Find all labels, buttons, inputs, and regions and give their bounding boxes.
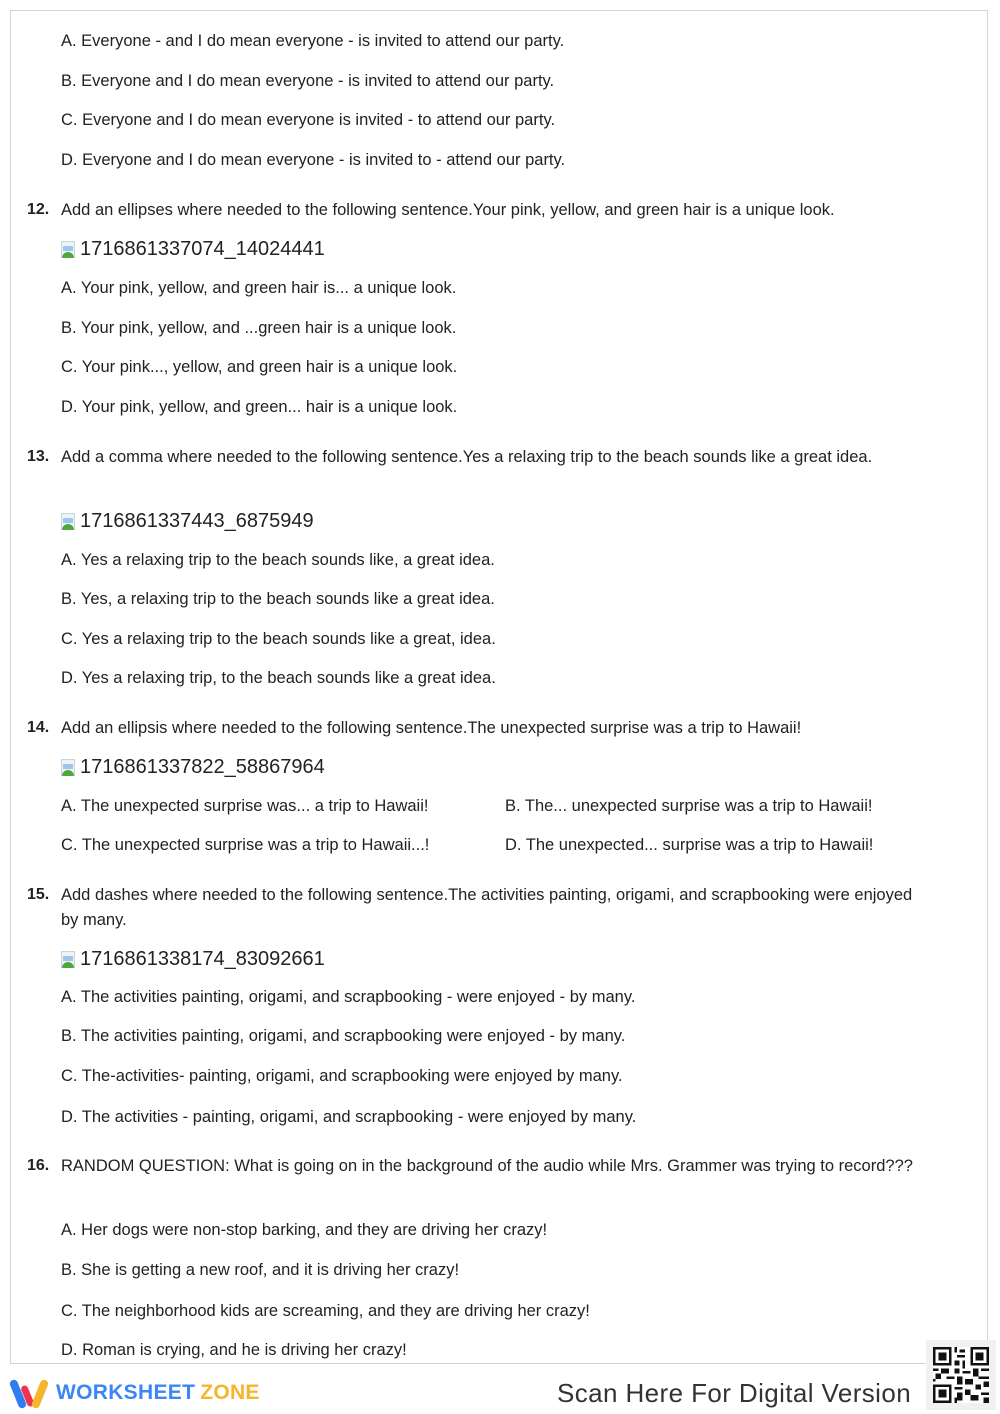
question-number: 13.: [27, 448, 50, 465]
broken-image-icon: [60, 240, 78, 260]
q11-option-a: A. Everyone - and I do mean everyone - is invited to attend our party.: [61, 32, 565, 50]
question-number: 14.: [27, 719, 50, 736]
image-alt-text: 1716861337074_14024441: [80, 238, 325, 260]
q14-option-b: B. The... unexpected surprise was a trip to Hawaii!: [505, 797, 873, 815]
q13-option-d: D. Yes a relaxing trip, to the beach sounds like a great idea.: [61, 669, 496, 687]
q13-option-b: B. Yes, a relaxing trip to the beach sounds like a great idea.: [61, 590, 495, 608]
q14-option-a: A. The unexpected surprise was... a trip to Hawaii!: [61, 797, 429, 815]
broken-image-icon: [60, 950, 78, 970]
q14-option-c: C. The unexpected surprise was a trip to Hawaii...!: [61, 836, 430, 854]
question-number: 15.: [27, 886, 50, 903]
q15-option-a: A. The activities painting, origami, and scrapbooking - were enjoyed - by many.: [61, 988, 636, 1006]
question-image-broken: [60, 510, 314, 533]
q12-option-d: D. Your pink, yellow, and green... hair is a unique look.: [61, 398, 458, 416]
q12-option-b: B. Your pink, yellow, and ...green hair is a unique look.: [61, 319, 457, 337]
q16-option-c: C. The neighborhood kids are screaming, and they are driving her crazy!: [61, 1302, 590, 1320]
question-image-broken: [60, 948, 325, 971]
broken-image-icon: [60, 512, 78, 532]
question-number: 12.: [27, 201, 50, 218]
q16-option-b: B. She is getting a new roof, and it is driving her crazy!: [61, 1261, 460, 1279]
broken-image-icon: [60, 758, 78, 778]
logo-word-zone: ZONE: [200, 1381, 260, 1404]
q12-option-a: A. Your pink, yellow, and green hair is... a unique look.: [61, 279, 457, 297]
question-image-broken: [60, 756, 325, 779]
q11-option-c: C. Everyone and I do mean everyone is invited - to attend our party.: [61, 111, 556, 129]
qr-code-graphic: [933, 1347, 989, 1403]
question-text: RANDOM QUESTION: What is going on in the background of the audio while Mrs. Grammer was trying to record???: [61, 1157, 913, 1175]
question-text: Add an ellipses where needed to the following sentence.Your pink, yellow, and green hair is a unique look.: [61, 201, 835, 219]
q13-option-a: A. Yes a relaxing trip to the beach sounds like, a great idea.: [61, 551, 495, 569]
question-text: Add an ellipsis where needed to the following sentence.The unexpected surprise was a trip to Hawaii!: [61, 719, 802, 737]
image-alt-text: 1716861338174_83092661: [80, 948, 325, 970]
q15-option-d: D. The activities - painting, origami, and scrapbooking - were enjoyed by many.: [61, 1108, 637, 1126]
q13-option-c: C. Yes a relaxing trip to the beach sounds like a great, idea.: [61, 630, 496, 648]
q16-option-d: D. Roman is crying, and he is driving her crazy!: [61, 1341, 407, 1359]
q11-option-b: B. Everyone and I do mean everyone - is invited to attend our party.: [61, 72, 555, 90]
q12-option-c: C. Your pink..., yellow, and green hair is a unique look.: [61, 358, 458, 376]
q11-option-d: D. Everyone and I do mean everyone - is invited to - attend our party.: [61, 151, 566, 169]
question-number: 16.: [27, 1157, 50, 1174]
logo-w-icon: [10, 1377, 50, 1409]
qr-code-icon[interactable]: [926, 1340, 996, 1410]
worksheet-zone-logo: [10, 1377, 260, 1409]
q15-option-b: B. The activities painting, origami, and scrapbooking were enjoyed - by many.: [61, 1027, 626, 1045]
question-image-broken: [60, 238, 325, 261]
q14-option-d: D. The unexpected... surprise was a trip to Hawaii!: [505, 836, 874, 854]
image-alt-text: 1716861337822_58867964: [80, 756, 325, 778]
question-text: Add dashes where needed to the following sentence.The activities painting, origami, and scrapbooking were enjoyed by many.: [61, 886, 913, 929]
q16-option-a: A. Her dogs were non-stop barking, and they are driving her crazy!: [61, 1221, 548, 1239]
logo-word-worksheet: WORKSHEET: [56, 1381, 196, 1404]
q15-option-c: C. The-activities- painting, origami, and scrapbooking were enjoyed by many.: [61, 1067, 623, 1085]
question-text: Add a comma where needed to the following sentence.Yes a relaxing trip to the beach sounds like a great idea.: [61, 448, 873, 466]
scan-caption: Scan Here For Digital Version: [557, 1378, 912, 1408]
image-alt-text: 1716861337443_6875949: [80, 510, 314, 532]
